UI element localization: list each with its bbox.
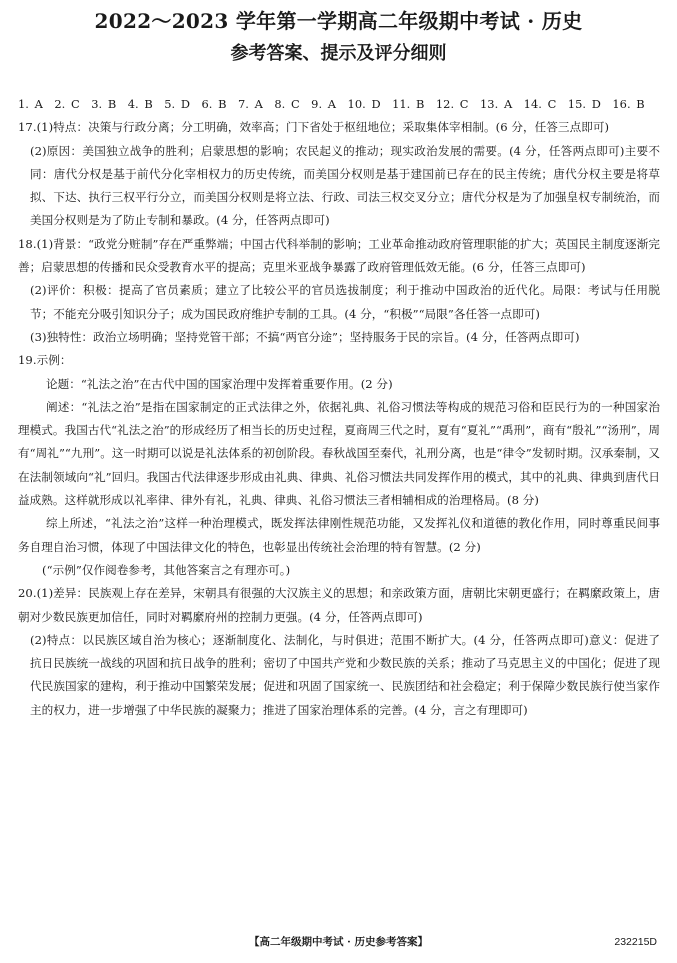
q19-label: 19.示例： bbox=[18, 353, 72, 368]
multiple-choice-answers: 1. A 2. C 3. B 4. B 5. D 6. B 7. A 8. C 9. A 10. D 11. B 12. C 13. A 14. C 15. D 16. B bbox=[18, 97, 645, 111]
q19-conclusion: 综上所述，“礼法之治”这样一种治理模式，既发挥法律刚性规范功能，又发挥礼仪和道德的教化作用，同时尊重民间事务自理自治习惯，体现了中国法律文化的特色，也彰显出传统社会治理的特有智慧。(2 分) bbox=[18, 516, 660, 554]
q20-part1: 20.(1)差异：民族观上存在差异，宋朝具有很强的大汉族主义的思想；和亲政策方面，唐朝比宋朝更盛行；在羁縻政策上，唐朝对少数民族更加信任，同时对羁縻府州的控制力更强。(4 分，任答两点即可) bbox=[18, 586, 660, 624]
page-title: 2022～2023 学年第一学期高二年级期中考试 · 历史 bbox=[94, 9, 583, 33]
q18-part1: 18.(1)背景：“政党分赃制”存在严重弊端；中国古代科举制的影响；工业革命推动政府管理职能的扩大；英国民主制度逐渐完善；启蒙思想的传播和民众受教育水平的提高；克里米亚战争暴露了政府管理低效无能。(6 分，任答三点即可) bbox=[18, 236, 660, 275]
q19-body: 阐述：“礼法之治”是指在国家制定的正式法律之外，依据礼典、礼俗习惯法等构成的规范习俗和臣民行为的一种国家治理模式。我国古代“礼法之治”的形成经历了相当长的历史过程，夏商周三代之时，夏有“夏礼”“禹刑”，商有“殷礼”“汤刑”，周有“周礼”“九刑”。这一时期可以说是礼法体系的初创阶段。春秋战国至秦代，礼刑分离，也是“律令”发韧时期。汉承秦制，又在法制领域向“礼”回归。我国古代法律逐步形成由礼典、律典、礼俗习惯法共同发挥作用的模式，其中的礼典、律典到唐代日益成熟。这样就形成以礼率律、律外有礼，礼典、律典、礼俗习惯法三者相辅相成的治理格局。(8 分) bbox=[18, 399, 660, 508]
footer-code: 232215D bbox=[614, 936, 657, 948]
page-footer bbox=[0, 933, 677, 951]
q17-part2: (2)原因：美国独立战争的胜利；启蒙思想的影响；农民起义的推动；现实政治发展的需要。(4 分，任答两点即可)主要不同：唐代分权是基于前代分化宰相权力的历史传统，而美国分权则是基于建国前已存在的民主传统；唐代分权主要是将草拟、下达、执行三权平行分立，而美国分权则是将立法、行政、司法三权交叉分立；唐代分权是为了加强皇权专制统治，而美国分权则是为了防止专制和暴政。(4 分，任答两点即可) bbox=[30, 143, 660, 228]
q19-note: (“示例”仅作阅卷参考，其他答案言之有理亦可。) bbox=[42, 562, 291, 577]
q20-part2: (2)特点：以民族区域自治为核心；逐渐制度化、法制化，与时俱进；范围不断扩大。(4 分，任答两点即可)意义：促进了抗日民族统一战线的巩固和抗日战争的胜利；密切了中国共产党和少数民族的关系；推动了马克思主义的中国化；促进了现代民族国家的建构，利于推动中国繁荣发展；促进和巩固了国家统一、民族团结和社会稳定；利于保障少数民族行使当家作主的权力，进一步增强了中华民族的凝聚力；推进了国家治理体系的完善。(4 分，言之有理即可) bbox=[30, 632, 660, 717]
footer-title: 【高二年级期中考试 · 历史参考答案】 bbox=[249, 936, 428, 948]
q19-thesis: 论题：“礼法之治”在古代中国的国家治理中发挥着重要作用。(2 分) bbox=[46, 376, 393, 391]
answer-content bbox=[18, 93, 660, 722]
q18-part3: (3)独特性：政治立场明确；坚持党管干部；不搞“两官分途”；坚持服务于民的宗旨。(4 分，任答两点即可) bbox=[30, 329, 580, 344]
q17-part1: 17.(1)特点：决策与行政分离；分工明确，效率高；门下省处于枢纽地位；采取集体宰相制。(6 分，任答三点即可) bbox=[18, 120, 610, 135]
page-subtitle: 参考答案、提示及评分细则 bbox=[230, 43, 447, 64]
q18-part2: (2)评价：积极：提高了官员素质；建立了比较公平的官员选拔制度；利于推动中国政治的近代化。局限：考试与任用脱节；不能充分吸引知识分子；成为国民政府维护专制的工具。(4 分，“积极”“局限”各任答一点即可) bbox=[30, 283, 660, 321]
